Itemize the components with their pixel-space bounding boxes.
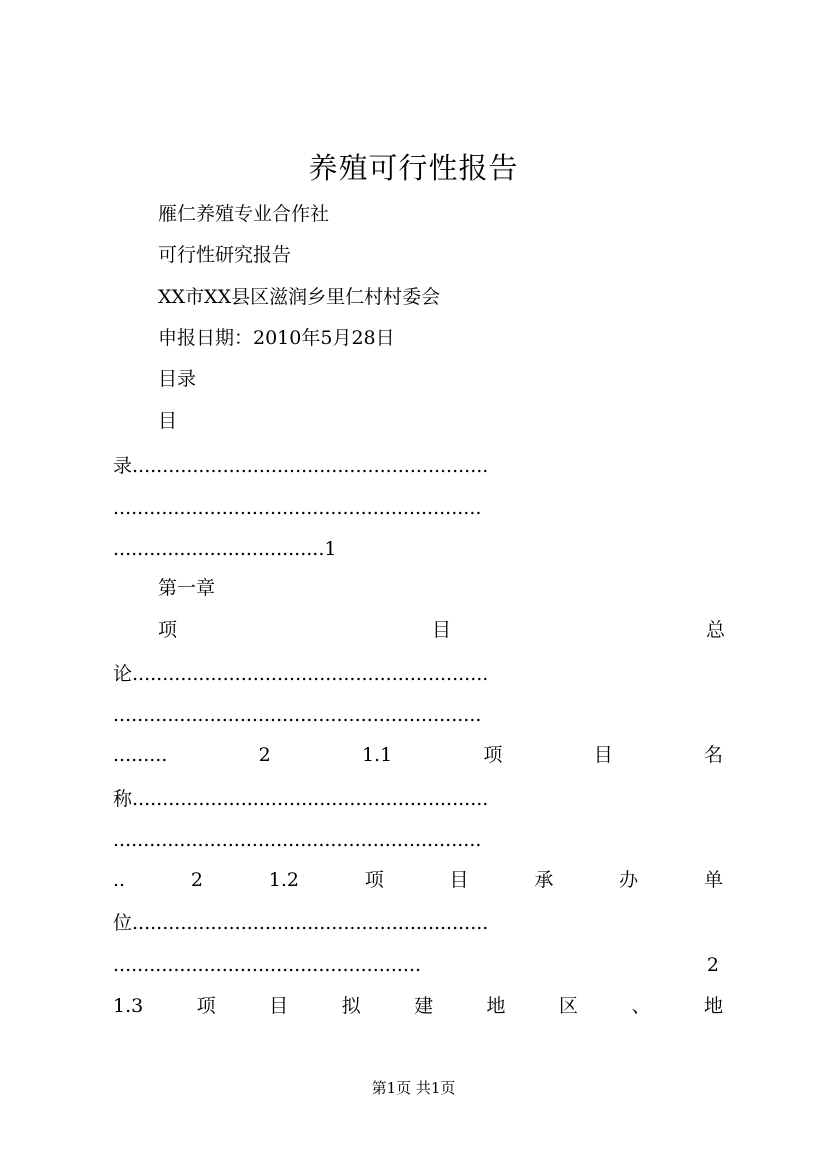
toc-word: 建 xyxy=(414,995,434,1017)
toc-line: 论........................................................... xyxy=(113,663,489,685)
toc-dots: .. xyxy=(113,869,126,891)
toc-line: ............................................................. xyxy=(113,829,482,851)
toc-word: 总 xyxy=(705,619,725,641)
applicant-address: XX市XX县区滋润乡里仁村村委会 xyxy=(158,286,441,308)
toc-word: 目 xyxy=(269,995,289,1017)
toc-word: 地 xyxy=(486,995,506,1017)
toc-word: 项 xyxy=(483,744,503,766)
toc-word: 承 xyxy=(534,869,554,891)
toc-section-number: 1.1 xyxy=(361,744,393,766)
report-type: 可行性研究报告 xyxy=(158,244,292,266)
toc-word: 、 xyxy=(631,995,651,1017)
cooperative-name: 雁仁养殖专业合作社 xyxy=(158,203,330,225)
application-date: 申报日期：2010年5月28日 xyxy=(158,327,395,349)
toc-section-number: 1.2 xyxy=(268,869,299,891)
toc-entry-1-2 xyxy=(113,865,723,895)
toc-page-number: 2 xyxy=(190,869,203,891)
toc-page-number: 2 xyxy=(706,954,719,976)
toc-line: 录........................................................... xyxy=(113,455,489,477)
document-title: 养殖可行性报告 xyxy=(308,151,519,185)
toc-entry-chapter1 xyxy=(158,615,725,645)
toc-page-number: 2 xyxy=(258,744,271,766)
toc-word: 目 xyxy=(431,619,451,641)
toc-dots: ......... xyxy=(113,744,168,766)
toc-heading-char: 目 xyxy=(158,410,178,432)
toc-word: 目 xyxy=(449,869,469,891)
toc-word: 项 xyxy=(364,869,384,891)
toc-line: 位........................................................... xyxy=(113,912,489,934)
toc-word: 区 xyxy=(559,995,579,1017)
toc-entry-page xyxy=(113,950,719,980)
toc-line: 称........................................................... xyxy=(113,788,489,810)
toc-section-number: 1.3 xyxy=(113,995,144,1017)
page-footer: 第1页 共1页 xyxy=(371,1079,456,1097)
toc-word: 名 xyxy=(703,744,723,766)
toc-entry-1-1 xyxy=(113,740,723,770)
toc-line: ............................................................. xyxy=(113,704,482,726)
chapter-heading: 第一章 xyxy=(158,577,216,599)
toc-word: 目 xyxy=(593,744,613,766)
toc-word: 项 xyxy=(196,995,216,1017)
toc-word: 拟 xyxy=(341,995,361,1017)
toc-dots: ................................................... xyxy=(113,954,422,976)
toc-line: ...................................1 xyxy=(113,538,337,560)
contents-heading: 目录 xyxy=(158,368,197,390)
toc-line: ............................................................. xyxy=(113,497,482,519)
toc-word: 办 xyxy=(619,869,639,891)
toc-entry-1-3 xyxy=(113,991,723,1021)
toc-word: 单 xyxy=(703,869,723,891)
toc-word: 地 xyxy=(703,995,723,1017)
toc-word: 项 xyxy=(158,619,178,641)
